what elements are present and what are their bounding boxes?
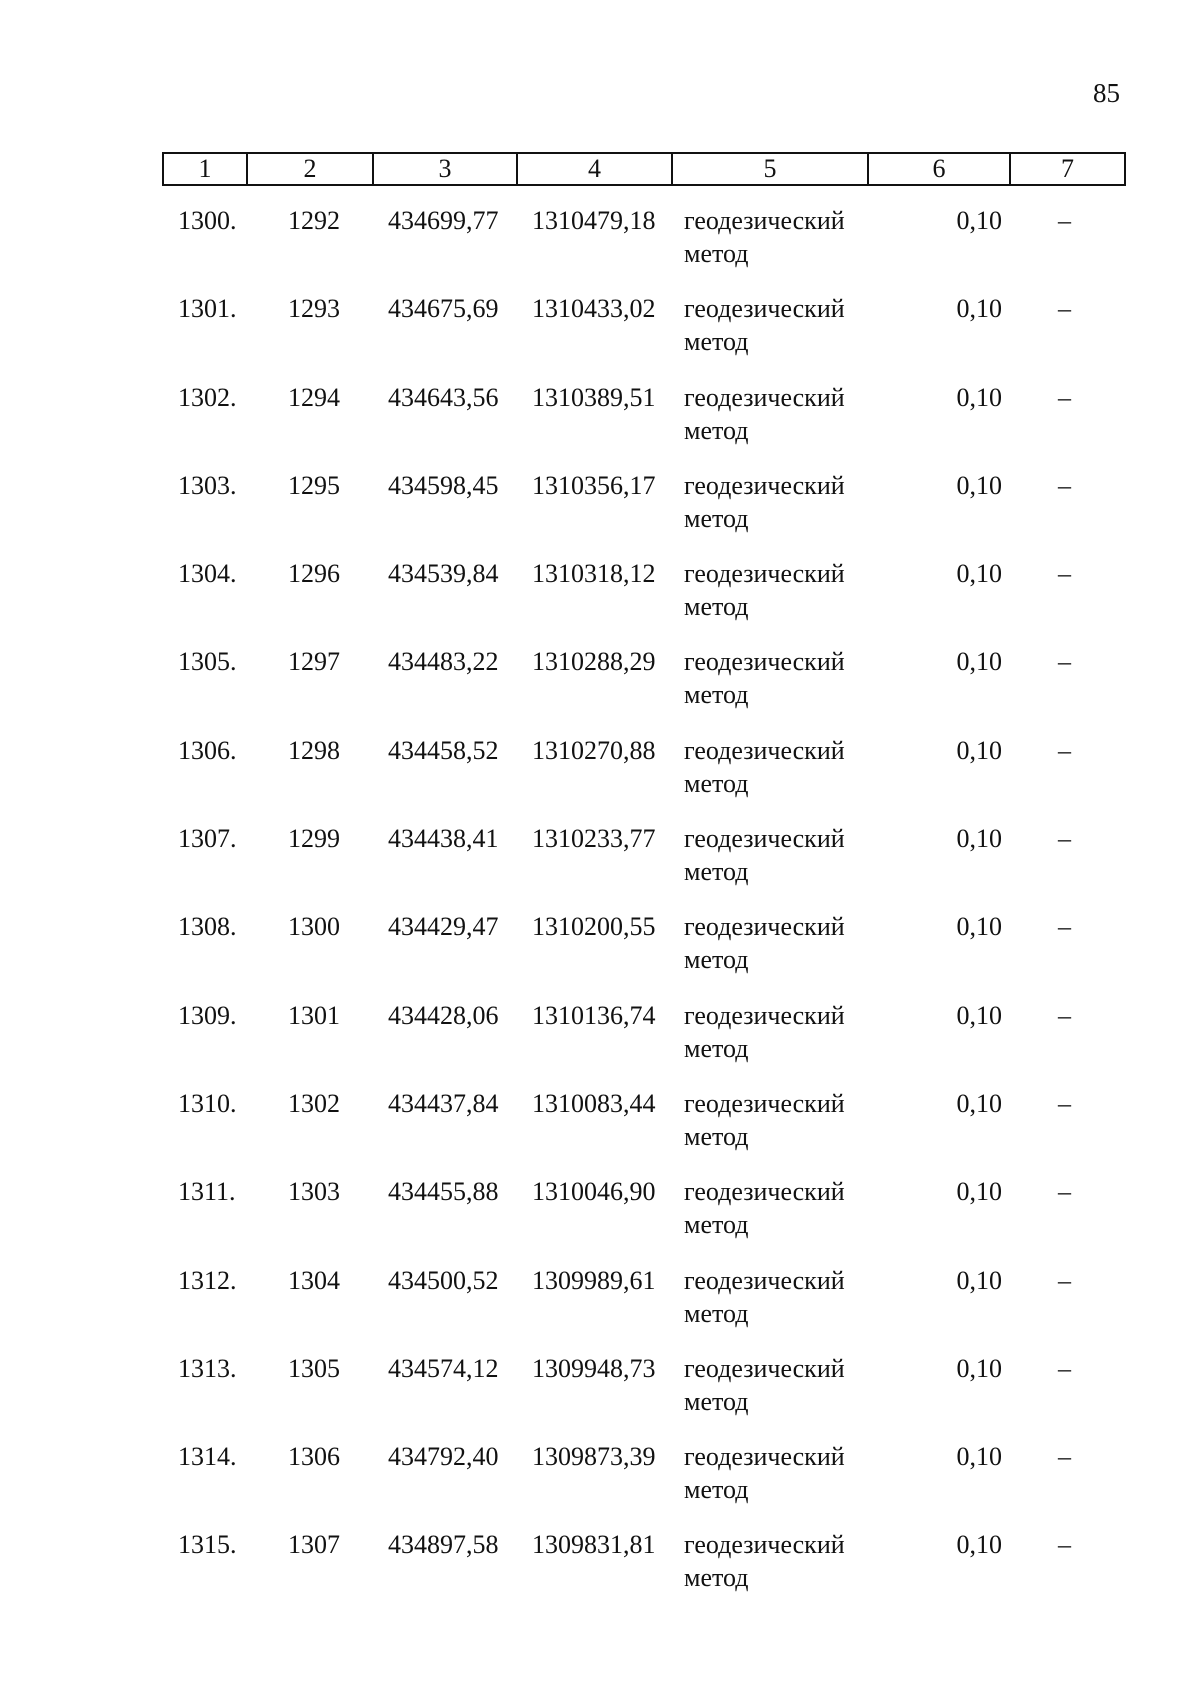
method: [684, 557, 845, 623]
row-number: 1314.: [178, 1442, 237, 1472]
point-id: 1300: [288, 912, 340, 942]
point-id: 1303: [288, 1177, 340, 1207]
column-header-table: [162, 152, 1126, 186]
table-body: [0, 204, 1200, 1617]
error-value: 0,10: [956, 647, 1002, 677]
error-value: 0,10: [956, 1442, 1002, 1472]
error-value: 0,10: [956, 912, 1002, 942]
coordinate-x: 434437,84: [388, 1088, 499, 1118]
row-number: 1313.: [178, 1353, 237, 1383]
method: [684, 1175, 845, 1241]
method: [684, 822, 845, 888]
coordinate-y: 1310318,12: [532, 559, 656, 589]
error-value: 0,10: [956, 824, 1002, 854]
method-line-1: геодезический: [684, 912, 845, 942]
point-id: 1299: [288, 824, 340, 854]
column-header-4: 4: [517, 153, 672, 185]
note: –: [1058, 470, 1071, 500]
table-row: [0, 557, 1200, 645]
method: [684, 1528, 845, 1594]
coordinate-x: 434428,06: [388, 1000, 499, 1030]
table-row: [0, 645, 1200, 733]
column-header-6: 6: [868, 153, 1010, 185]
point-id: 1307: [288, 1530, 340, 1560]
coordinate-y: 1309989,61: [532, 1265, 656, 1295]
note: –: [1058, 206, 1071, 235]
point-id: 1297: [288, 647, 340, 677]
coordinate-x: 434897,58: [388, 1530, 499, 1560]
note: –: [1058, 1265, 1071, 1295]
method-line-2: метод: [684, 768, 749, 798]
row-number: 1305.: [178, 647, 237, 677]
method: [684, 469, 845, 535]
table-row: [0, 1528, 1200, 1616]
coordinate-y: 1310288,29: [532, 647, 656, 677]
method-line-2: метод: [684, 1563, 749, 1593]
point-id: 1294: [288, 382, 340, 412]
row-number: 1307.: [178, 824, 237, 854]
coordinate-x: 434429,47: [388, 912, 499, 942]
error-value: 0,10: [956, 1000, 1002, 1030]
method-line-2: метод: [684, 1121, 749, 1151]
method-line-2: метод: [684, 503, 749, 533]
coordinate-y: 1310136,74: [532, 1000, 656, 1030]
method: [684, 734, 845, 800]
column-header-3: 3: [373, 153, 517, 185]
row-number: 1301.: [178, 294, 237, 324]
method: [684, 1440, 845, 1506]
table-row: [0, 999, 1200, 1087]
row-number: 1308.: [178, 912, 237, 942]
method-line-2: метод: [684, 680, 749, 710]
note: –: [1058, 1442, 1071, 1472]
method-line-2: метод: [684, 1386, 749, 1416]
point-id: 1295: [288, 470, 340, 500]
point-id: 1301: [288, 1000, 340, 1030]
row-number: 1302.: [178, 382, 237, 412]
method-line-2: метод: [684, 857, 749, 887]
coordinate-y: 1310479,18: [532, 206, 656, 235]
method-line-2: метод: [684, 239, 749, 268]
table-row: [0, 292, 1200, 380]
table-row: [0, 381, 1200, 469]
point-id: 1296: [288, 559, 340, 589]
coordinate-x: 434500,52: [388, 1265, 499, 1295]
method-line-2: метод: [684, 415, 749, 445]
coordinate-y: 1310200,55: [532, 912, 656, 942]
method-line-2: метод: [684, 1475, 749, 1505]
note: –: [1058, 647, 1071, 677]
method: [684, 204, 845, 270]
coordinate-x: 434699,77: [388, 206, 499, 235]
method: [684, 999, 845, 1065]
method-line-2: метод: [684, 1210, 749, 1240]
error-value: 0,10: [956, 1353, 1002, 1383]
column-header-1: 1: [163, 153, 247, 185]
coordinate-y: 1310389,51: [532, 382, 656, 412]
note: –: [1058, 1088, 1071, 1118]
page-number: 85: [1093, 78, 1120, 108]
coordinate-y: 1310046,90: [532, 1177, 656, 1207]
table-row: [0, 1175, 1200, 1263]
method: [684, 1087, 845, 1153]
column-header-2: 2: [247, 153, 373, 185]
row-number: 1303.: [178, 470, 237, 500]
table-row: [0, 822, 1200, 910]
point-id: 1298: [288, 735, 340, 765]
coordinate-x: 434438,41: [388, 824, 499, 854]
row-number: 1309.: [178, 1000, 237, 1030]
row-number: 1304.: [178, 559, 237, 589]
point-id: 1304: [288, 1265, 340, 1295]
note: –: [1058, 1000, 1071, 1030]
method: [684, 381, 845, 447]
coordinate-x: 434483,22: [388, 647, 499, 677]
note: –: [1058, 1530, 1071, 1560]
row-number: 1306.: [178, 735, 237, 765]
table-row: [0, 910, 1200, 998]
note: –: [1058, 559, 1071, 589]
coordinate-x: 434675,69: [388, 294, 499, 324]
row-number: 1311.: [178, 1177, 236, 1207]
method: [684, 1352, 845, 1418]
coordinate-y: 1309948,73: [532, 1353, 656, 1383]
coordinate-x: 434455,88: [388, 1177, 499, 1207]
table-row: [0, 1264, 1200, 1352]
error-value: 0,10: [956, 470, 1002, 500]
error-value: 0,10: [956, 382, 1002, 412]
method: [684, 1264, 845, 1330]
method-line-1: геодезический: [684, 206, 845, 235]
coordinate-y: 1309873,39: [532, 1442, 656, 1472]
method: [684, 910, 845, 976]
note: –: [1058, 294, 1071, 324]
table-row: [0, 1087, 1200, 1175]
method-line-1: геодезический: [684, 1353, 845, 1383]
coordinate-y: 1310270,88: [532, 735, 656, 765]
row-number: 1315.: [178, 1530, 237, 1560]
point-id: 1305: [288, 1353, 340, 1383]
row-number: 1310.: [178, 1088, 237, 1118]
method-line-1: геодезический: [684, 470, 845, 500]
row-number: 1300.: [178, 206, 237, 235]
note: –: [1058, 1177, 1071, 1207]
method: [684, 645, 845, 711]
coordinate-x: 434643,56: [388, 382, 499, 412]
method: [684, 292, 845, 358]
coordinate-y: 1310233,77: [532, 824, 656, 854]
note: –: [1058, 735, 1071, 765]
method-line-1: геодезический: [684, 1177, 845, 1207]
method-line-1: геодезический: [684, 1442, 845, 1472]
coordinate-x: 434598,45: [388, 470, 499, 500]
row-number: 1312.: [178, 1265, 237, 1295]
method-line-1: геодезический: [684, 1265, 845, 1295]
error-value: 0,10: [956, 1530, 1002, 1560]
method-line-1: геодезический: [684, 1000, 845, 1030]
error-value: 0,10: [956, 1265, 1002, 1295]
method-line-1: геодезический: [684, 1530, 845, 1560]
method-line-2: метод: [684, 945, 749, 975]
coordinate-y: 1310356,17: [532, 470, 656, 500]
table-row: [0, 1352, 1200, 1440]
error-value: 0,10: [956, 1177, 1002, 1207]
point-id: 1302: [288, 1088, 340, 1118]
note: –: [1058, 912, 1071, 942]
note: –: [1058, 382, 1071, 412]
table-row: [0, 469, 1200, 557]
method-line-1: геодезический: [684, 1088, 845, 1118]
method-line-2: метод: [684, 327, 749, 357]
table-row: [0, 204, 1200, 292]
coordinate-y: 1310433,02: [532, 294, 656, 324]
error-value: 0,10: [956, 559, 1002, 589]
method-line-1: геодезический: [684, 647, 845, 677]
coordinate-y: 1309831,81: [532, 1530, 656, 1560]
error-value: 0,10: [956, 294, 1002, 324]
table-row: [0, 1440, 1200, 1528]
method-line-2: метод: [684, 1298, 749, 1328]
point-id: 1292: [288, 206, 340, 235]
table-row: [0, 734, 1200, 822]
column-header-7: 7: [1010, 153, 1125, 185]
note: –: [1058, 824, 1071, 854]
point-id: 1293: [288, 294, 340, 324]
error-value: 0,10: [956, 1088, 1002, 1118]
coordinate-x: 434792,40: [388, 1442, 499, 1472]
method-line-1: геодезический: [684, 382, 845, 412]
method-line-1: геодезический: [684, 559, 845, 589]
method-line-1: геодезический: [684, 294, 845, 324]
coordinate-x: 434574,12: [388, 1353, 499, 1383]
coordinate-y: 1310083,44: [532, 1088, 656, 1118]
note: –: [1058, 1353, 1071, 1383]
column-header-5: 5: [672, 153, 868, 185]
coordinate-x: 434539,84: [388, 559, 499, 589]
method-line-1: геодезический: [684, 735, 845, 765]
error-value: 0,10: [956, 206, 1002, 235]
column-header-row: [163, 153, 1125, 185]
error-value: 0,10: [956, 735, 1002, 765]
method-line-2: метод: [684, 1033, 749, 1063]
method-line-2: метод: [684, 592, 749, 622]
coordinate-x: 434458,52: [388, 735, 499, 765]
method-line-1: геодезический: [684, 824, 845, 854]
point-id: 1306: [288, 1442, 340, 1472]
